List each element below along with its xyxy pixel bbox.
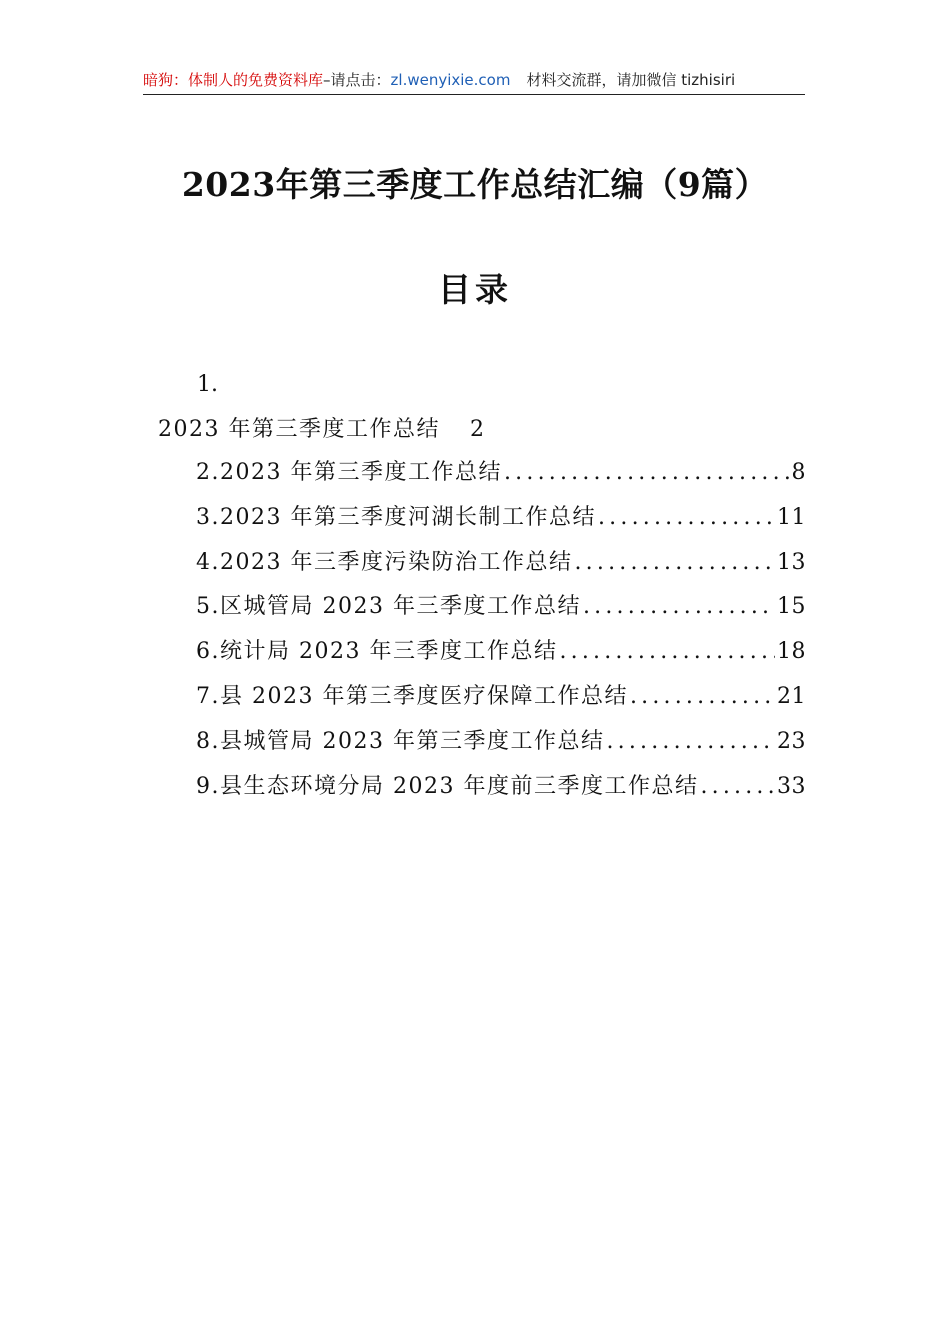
toc-entry-1[interactable] [158,415,485,445]
dot-leader [574,548,775,578]
toc-entry-label: 9.县生态环境分局 2023 年度前三季度工作总结 [196,773,699,799]
header-click-prefix: –请点击： [323,71,391,89]
dot-leader [630,682,775,712]
toc-heading: 目录 [438,270,512,309]
toc-entry-page: 23 [777,728,806,754]
toc-entry[interactable] [196,727,806,772]
toc-entry-page: 13 [777,549,806,575]
dot-leader [598,503,775,533]
dot-leader [559,637,775,667]
toc-entry-page: 11 [777,504,806,530]
toc-entry-label: 6.统计局 2023 年三季度工作总结 [196,639,558,665]
document-title: 2023年第三季度工作总结汇编（9篇） [181,165,769,204]
toc-entry-page: 33 [777,773,806,799]
toc-entry-label: 2.2023 年第三季度工作总结 [196,460,502,485]
toc-entry-label: 4.2023 年三季度污染防治工作总结 [196,549,573,575]
toc-entry-label: 7.县 2023 年第三季度医疗保障工作总结 [196,683,628,709]
toc-entry[interactable] [196,458,806,503]
dot-leader [606,727,775,757]
toc-list [196,458,806,816]
toc-entry-1-number: 1. [197,372,218,397]
header-group-text: 材料交流群，请加微信 tizhisiri [526,71,736,89]
header-brand: 暗狗：体制人的免费资料库 [143,71,324,89]
toc-entry[interactable] [196,772,806,817]
page-header [143,68,805,95]
dot-leader [504,458,790,488]
dot-leader [700,772,775,802]
toc-entry-1-label: 2023 年第三季度工作总结 [158,417,440,442]
toc-entry[interactable] [196,503,806,548]
toc-entry[interactable] [196,548,806,593]
toc-entry-1-page: 2 [469,417,486,442]
dot-leader [583,592,775,622]
toc-entry-page: 21 [777,683,806,709]
toc-entry-page: 8 [791,460,806,485]
header-url-link[interactable]: zl.wenyixie.com [390,71,511,89]
toc-entry-page: 18 [777,639,806,665]
toc-entry[interactable] [196,592,806,637]
toc-entry-label: 3.2023 年第三季度河湖长制工作总结 [196,504,596,530]
toc-entry-page: 15 [777,594,806,620]
toc-entry-label: 8.县城管局 2023 年第三季度工作总结 [196,728,605,754]
toc-entry-label: 5.区城管局 2023 年三季度工作总结 [196,594,581,620]
toc-entry[interactable] [196,637,806,682]
toc-entry[interactable] [196,682,806,727]
